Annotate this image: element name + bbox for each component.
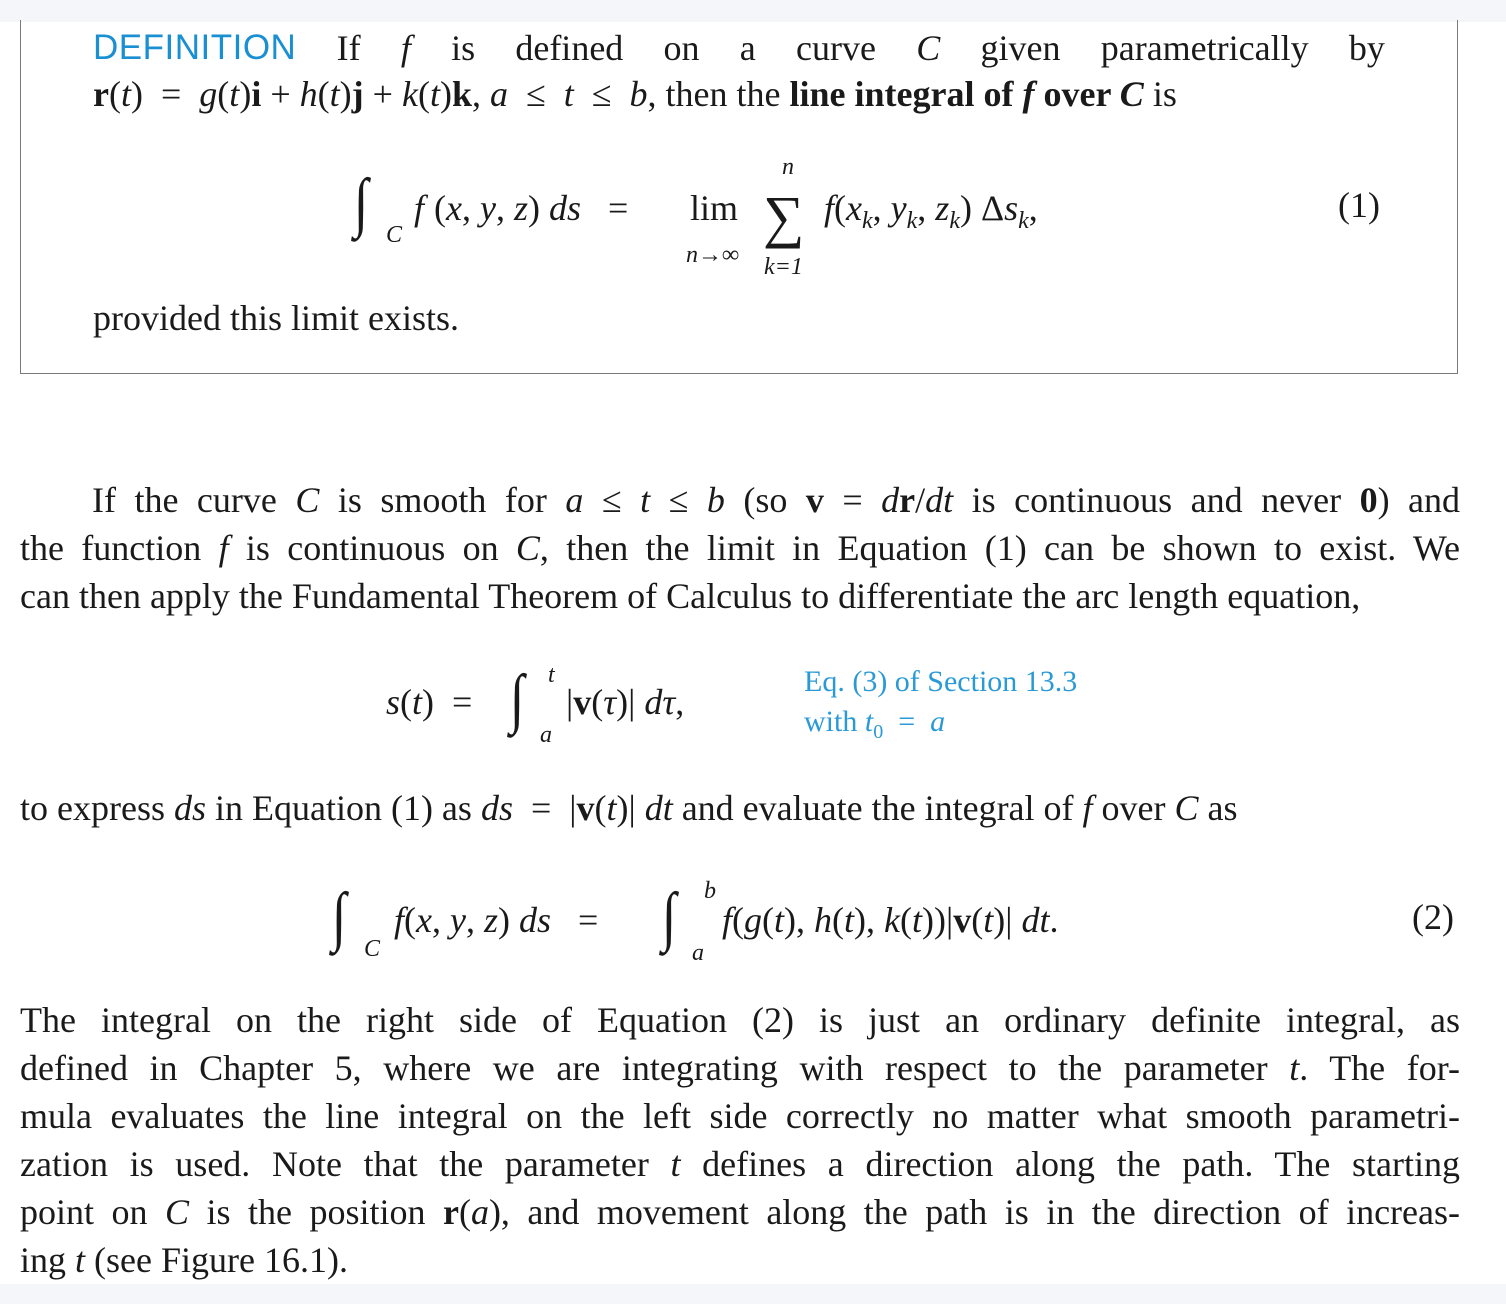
paragraph-1	[20, 476, 1460, 620]
paragraph-3-line-1: The integral on the right side of Equation (2) is just an ordinary definite integral, as	[20, 1000, 1460, 1040]
definition-label: DEFINITION	[93, 28, 297, 67]
margin-note-line-1: Eq. (3) of Section 13.3	[804, 665, 1078, 698]
paragraph-3-line-2: defined in Chapter 5, where we are integrating with respect to the parameter t. The for-	[20, 1048, 1460, 1088]
paragraph-2: to express ds in Equation (1) as ds = |v(t)| dt and evaluate the integral of f over C as	[20, 788, 1238, 828]
paragraph-3	[20, 996, 1460, 1284]
equation-1-number: (1)	[1338, 185, 1380, 225]
definition-line-1: DEFINITION If f is defined on a curve C given parametrically by	[93, 24, 1385, 72]
margin-note-line-2: with $t_0 = a$	[804, 705, 946, 743]
definition-closing: provided this limit exists.	[93, 298, 459, 338]
textbook-page: DEFINITION If f is defined on a curve C given parametrically by r(t) = g(t)i + h(t)j + k(t)k, a ≤ t ≤ b, then the line integral of f over C is ∫ C f (x, y, z) ds = lim n→∞ n ∑ k=1 $f(x_k$, $y_k$, $z_k$) $\Delta s_k$, (1) provided this limit exists. If the curve C is smooth for a ≤ t ≤ b (so v = dr/dt is continuous and never 0) and the function f is continuous on C, then the limit in Equation (1) can be shown to exist. We can then apply the Fundamental Theorem of Calculus to differentiate the arc length equation, s(t) = ∫ t a |v(τ)| dτ, Eq. (3) of Section 13.3 with $t_0 = a$ to express ds in Equation (1) as ds = |v(t)| dt and evaluate the integral of f over C as ∫ C f(x, y, z) ds = ∫ b a f(g(t), h(t), k(t))|v(t)| dt. (2) The integral on the right side of Equation (2) is just an ordinary definite integral, as defined in Chapter 5, where we are integrating with respect to the parameter t. The for- mula evaluates the line integral on the left side correctly no matter what smooth parametri- zation is used. Note that the parameter t defines a direction along the path. The starting point on C is the position r(a), and movement along the path is in the direction of increas- ing t (see Figure 16.1).	[0, 22, 1506, 1284]
equation-2-number: (2)	[1412, 897, 1454, 937]
paragraph-3-line-4: zation is used. Note that the parameter t defines a direction along the path. The starting	[20, 1144, 1461, 1184]
paragraph-3-line-6: ing t (see Figure 16.1).	[20, 1240, 348, 1280]
paragraph-1-line-1: If the curve C is smooth for a ≤ t ≤ b (so v = dr/dt is continuous and never 0) and	[92, 480, 1461, 520]
definition-line-2: r(t) = g(t)i + h(t)j + k(t)k, a ≤ t ≤ b, then the line integral of f over C is	[93, 74, 1177, 114]
paragraph-3-line-5: point on C is the position r(a), and movement along the path is in the direction of increas-	[20, 1192, 1460, 1232]
paragraph-3-line-3: mula evaluates the line integral on the left side correctly no matter what smooth parametri-	[20, 1096, 1460, 1136]
paragraph-1-line-2: the function f is continuous on C, then the limit in Equation (1) can be shown to exist. We	[20, 528, 1460, 568]
paragraph-1-line-3: can then apply the Fundamental Theorem of Calculus to differentiate the arc length equation,	[20, 576, 1361, 616]
